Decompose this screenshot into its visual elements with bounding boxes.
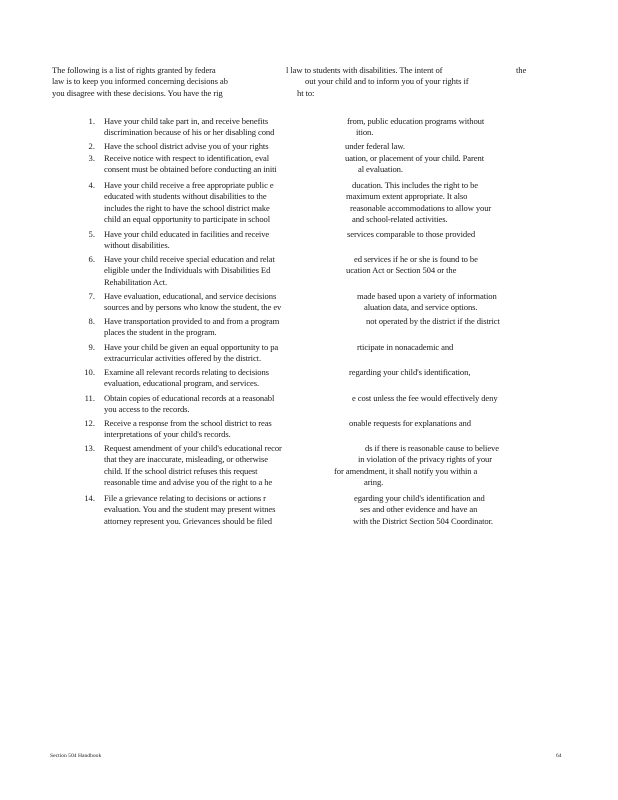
list-item-number: 9.: [88, 342, 95, 352]
list-item-number: 2.: [88, 141, 95, 151]
list-item-number: 7.: [88, 291, 95, 301]
list-item-text: not operated by the district if the district: [366, 316, 500, 326]
list-item-text: Obtain copies of educational records at a reasonabl: [104, 393, 275, 403]
list-item-number: 13.: [84, 443, 95, 453]
list-item-number: 5.: [88, 229, 95, 239]
list-item-text: under federal law.: [345, 141, 405, 151]
list-item-number: 4.: [88, 180, 95, 190]
list-item-text: educated with students without disabilities to the: [104, 191, 267, 202]
list-item-text: Have your child receive special education and relat: [104, 254, 275, 264]
page-number: 64: [556, 753, 562, 759]
list-item-text: from, public education programs without: [347, 116, 485, 126]
list-item-number: 11.: [84, 393, 95, 403]
list-item-text: onable requests for explanations and: [349, 418, 471, 428]
list-item-text: aring.: [364, 476, 384, 487]
intro-text-segment: you disagree with these decisions. You have the rig: [52, 88, 223, 98]
list-item-text: evaluation, educational program, and services.: [104, 378, 260, 389]
list-item-text: with the District Section 504 Coordinator.: [353, 515, 493, 526]
list-item-text: regarding your child's identification,: [349, 367, 471, 377]
list-item-text: egarding your child's identification and: [354, 493, 485, 503]
list-item-text: child an equal opportunity to participate in school: [104, 213, 271, 224]
intro-text-segment: the: [516, 65, 527, 75]
list-item-text: ses and other evidence and have an: [360, 504, 478, 515]
intro-text-segment: l law to students with disabilities. The intent of: [286, 65, 443, 75]
list-item-number: 8.: [88, 316, 95, 326]
list-item-text: maximum extent appropriate. It also: [346, 191, 468, 202]
list-item-text: and school-related activities.: [352, 213, 448, 224]
list-item-text: Have evaluation, educational, and service decisions: [104, 291, 277, 301]
list-item-text: in violation of the privacy rights of your: [358, 454, 492, 465]
list-item-text: aluation data, and service options.: [364, 302, 478, 313]
list-item-text: ucation Act or Section 504 or the: [346, 265, 457, 276]
list-item-text: includes the right to have the school district make: [104, 202, 270, 213]
list-item-text: ducation. This includes the right to be: [352, 180, 479, 190]
list-item-text: Have transportation provided to and from a program: [104, 316, 280, 326]
list-item-text: uation, or placement of your child. Parent: [345, 153, 484, 163]
list-item-text: reasonable time and advise you of the right to a he: [104, 476, 273, 487]
list-item-text: ds if there is reasonable cause to believe: [365, 443, 499, 453]
intro-text-segment: The following is a list of rights granted by federa: [52, 65, 216, 75]
list-item-text: rticipate in nonacademic and: [357, 342, 454, 352]
list-item-text: that they are inaccurate, misleading, or otherwise: [104, 454, 268, 465]
list-item-text: Rehabilitation Act.: [104, 276, 168, 287]
list-item-text: interpretations of your child's records.: [104, 429, 231, 440]
list-item-text: ition.: [356, 127, 374, 138]
list-item-text: for amendment, it shall notify you within a: [334, 465, 478, 476]
list-item-text: services comparable to those provided: [347, 229, 476, 239]
list-item-text: Have your child take part in, and receive benefits: [104, 116, 269, 126]
list-item-number: 10.: [84, 367, 95, 377]
list-item-text: File a grievance relating to decisions or actions r: [104, 493, 266, 503]
list-item-text: evaluation. You and the student may present witnes: [104, 504, 276, 515]
list-item-text: Have the school district advise you of your rights: [104, 141, 269, 151]
list-item-text: made based upon a variety of information: [357, 291, 497, 301]
list-item-number: 3.: [88, 153, 95, 163]
list-item-text: Receive notice with respect to identification, eval: [104, 153, 270, 163]
list-item-text: child. If the school district refuses this request: [104, 465, 258, 476]
intro-text-segment: out your child and to inform you of your rights if: [305, 76, 469, 86]
list-item-number: 6.: [88, 254, 95, 264]
list-item-text: Receive a response from the school district to reas: [104, 418, 272, 428]
list-item-text: consent must be obtained before conducting an initi: [104, 164, 277, 175]
list-item-text: attorney represent you. Grievances should be filed: [104, 515, 273, 526]
list-item-text: Request amendment of your child's educational recor: [104, 443, 282, 453]
footer-title: Section 504 Handbook: [50, 753, 102, 759]
intro-text-segment: law is to keep you informed concerning decisions ab: [52, 76, 228, 86]
list-item-text: places the student in the program.: [104, 327, 217, 338]
list-item-text: Have your child receive a free appropriate public e: [104, 180, 274, 190]
list-item-text: ed services if he or she is found to be: [354, 254, 478, 264]
list-item-number: 12.: [84, 418, 95, 428]
intro-text-segment: ht to:: [297, 88, 315, 98]
list-item-text: al evaluation.: [358, 164, 403, 175]
list-item-text: discrimination because of his or her disabling cond: [104, 127, 275, 138]
list-item-text: e cost unless the fee would effectively deny: [352, 393, 498, 403]
list-item-text: eligible under the Individuals with Disabilities Ed: [104, 265, 271, 276]
list-item-text: Examine all relevant records relating to decisions: [104, 367, 269, 377]
list-item-text: Have your child be given an equal opportunity to pa: [104, 342, 279, 352]
list-item-number: 1.: [88, 116, 95, 126]
list-item-text: without disabilities.: [104, 240, 170, 251]
list-item-text: sources and by persons who know the student, the ev: [104, 302, 282, 313]
list-item-text: Have your child educated in facilities and receive: [104, 229, 270, 239]
list-item-text: you access to the records.: [104, 404, 190, 415]
list-item-text: reasonable accommodations to allow your: [350, 202, 492, 213]
list-item-text: extracurricular activities offered by the district.: [104, 353, 261, 364]
list-item-number: 14.: [84, 493, 95, 503]
